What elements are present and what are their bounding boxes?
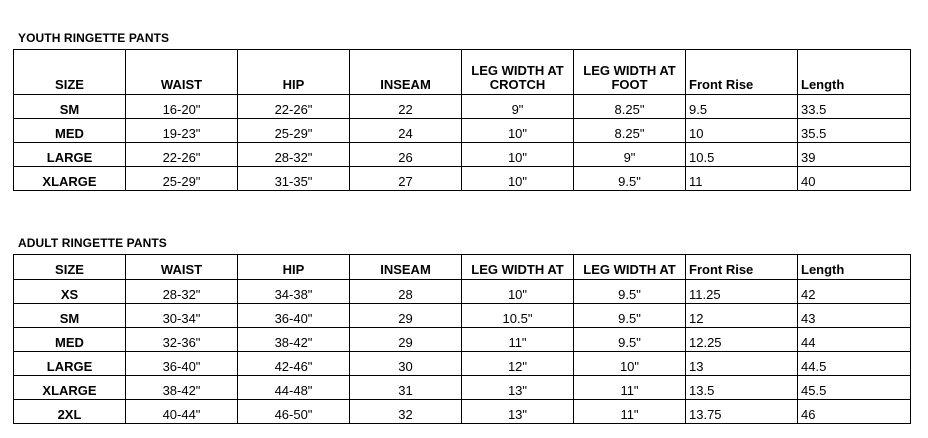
table-row <box>14 328 911 352</box>
table-cell: 42-46" <box>238 352 350 376</box>
size-cell: SM <box>14 304 126 328</box>
table-cell: 26 <box>350 143 462 167</box>
table-cell: 13 <box>686 352 798 376</box>
size-cell: LARGE <box>14 143 126 167</box>
table-cell: 29 <box>350 328 462 352</box>
table-cell: 22-26" <box>126 143 238 167</box>
table-cell: 10" <box>462 167 574 191</box>
table-cell: 40 <box>798 167 911 191</box>
table-cell: 44.5 <box>798 352 911 376</box>
table-cell: 11.25 <box>686 280 798 304</box>
table-cell: 44 <box>798 328 911 352</box>
table-cell: 12 <box>686 304 798 328</box>
column-header: WAIST <box>126 50 238 95</box>
column-header: LEG WIDTH AT <box>462 255 574 280</box>
table-cell: 25-29" <box>238 119 350 143</box>
table-cell: 10" <box>574 352 686 376</box>
table-cell: 32 <box>350 400 462 424</box>
table-cell: 13" <box>462 400 574 424</box>
table-cell: 36-40" <box>238 304 350 328</box>
table-cell: 11" <box>574 400 686 424</box>
table-cell: 39 <box>798 143 911 167</box>
table-cell: 27 <box>350 167 462 191</box>
table-row <box>14 119 911 143</box>
youth-table-title: YOUTH RINGETTE PANTS <box>18 31 170 45</box>
table-cell: 9" <box>574 143 686 167</box>
size-cell: 2XL <box>14 400 126 424</box>
table-cell: 10" <box>462 143 574 167</box>
table-row <box>14 400 911 424</box>
table-cell: 25-29" <box>126 167 238 191</box>
size-cell: XS <box>14 280 126 304</box>
table-cell: 44-48" <box>238 376 350 400</box>
table-cell: 22 <box>350 95 462 119</box>
size-cell: MED <box>14 328 126 352</box>
column-header: LEG WIDTH AT CROTCH <box>462 50 574 95</box>
table-cell: 19-23" <box>126 119 238 143</box>
table-cell: 34-38" <box>238 280 350 304</box>
table-cell: 13" <box>462 376 574 400</box>
table-cell: 9.5" <box>574 167 686 191</box>
column-header: INSEAM <box>350 255 462 280</box>
table-cell: 11 <box>686 167 798 191</box>
column-header: SIZE <box>14 50 126 95</box>
table-cell: 45.5 <box>798 376 911 400</box>
column-header: SIZE <box>14 255 126 280</box>
table-cell: 11" <box>462 328 574 352</box>
table-row <box>14 352 911 376</box>
table-cell: 22-26" <box>238 95 350 119</box>
youth-size-table <box>13 49 911 191</box>
table-cell: 10.5 <box>686 143 798 167</box>
table-row <box>14 95 911 119</box>
size-cell: XLARGE <box>14 376 126 400</box>
table-row <box>14 304 911 328</box>
table-row <box>14 280 911 304</box>
table-cell: 28-32" <box>238 143 350 167</box>
table-cell: 13.5 <box>686 376 798 400</box>
header-row <box>14 255 911 280</box>
table-cell: 13.75 <box>686 400 798 424</box>
table-cell: 10 <box>686 119 798 143</box>
column-header: HIP <box>238 50 350 95</box>
column-header: Front Rise <box>686 255 798 280</box>
column-header: INSEAM <box>350 50 462 95</box>
table-cell: 30-34" <box>126 304 238 328</box>
table-cell: 38-42" <box>126 376 238 400</box>
table-cell: 8.25" <box>574 119 686 143</box>
table-cell: 31 <box>350 376 462 400</box>
table-cell: 32-36" <box>126 328 238 352</box>
table-row <box>14 143 911 167</box>
table-cell: 31-35" <box>238 167 350 191</box>
adult-size-table <box>13 254 911 424</box>
table-cell: 12.25 <box>686 328 798 352</box>
table-cell: 42 <box>798 280 911 304</box>
table-cell: 10" <box>462 119 574 143</box>
table-cell: 8.25" <box>574 95 686 119</box>
size-cell: MED <box>14 119 126 143</box>
table-cell: 46-50" <box>238 400 350 424</box>
table-cell: 38-42" <box>238 328 350 352</box>
table-cell: 10" <box>462 280 574 304</box>
table-cell: 28-32" <box>126 280 238 304</box>
column-header: WAIST <box>126 255 238 280</box>
column-header: Front Rise <box>686 50 798 95</box>
column-header: LEG WIDTH AT FOOT <box>574 50 686 95</box>
table-cell: 29 <box>350 304 462 328</box>
table-cell: 35.5 <box>798 119 911 143</box>
table-cell: 9.5 <box>686 95 798 119</box>
table-cell: 46 <box>798 400 911 424</box>
table-cell: 9" <box>462 95 574 119</box>
size-cell: XLARGE <box>14 167 126 191</box>
table-row <box>14 376 911 400</box>
table-cell: 11" <box>574 376 686 400</box>
table-cell: 16-20" <box>126 95 238 119</box>
table-cell: 28 <box>350 280 462 304</box>
column-header: Length <box>798 255 911 280</box>
size-cell: LARGE <box>14 352 126 376</box>
table-row <box>14 167 911 191</box>
column-header: LEG WIDTH AT <box>574 255 686 280</box>
adult-table-title: ADULT RINGETTE PANTS <box>18 236 167 250</box>
table-cell: 9.5" <box>574 328 686 352</box>
table-cell: 9.5" <box>574 280 686 304</box>
column-header: HIP <box>238 255 350 280</box>
table-cell: 10.5" <box>462 304 574 328</box>
table-cell: 12" <box>462 352 574 376</box>
table-cell: 43 <box>798 304 911 328</box>
table-cell: 36-40" <box>126 352 238 376</box>
table-cell: 40-44" <box>126 400 238 424</box>
size-cell: SM <box>14 95 126 119</box>
header-row <box>14 50 911 95</box>
column-header: Length <box>798 50 911 95</box>
table-cell: 9.5" <box>574 304 686 328</box>
table-cell: 33.5 <box>798 95 911 119</box>
table-cell: 24 <box>350 119 462 143</box>
table-cell: 30 <box>350 352 462 376</box>
